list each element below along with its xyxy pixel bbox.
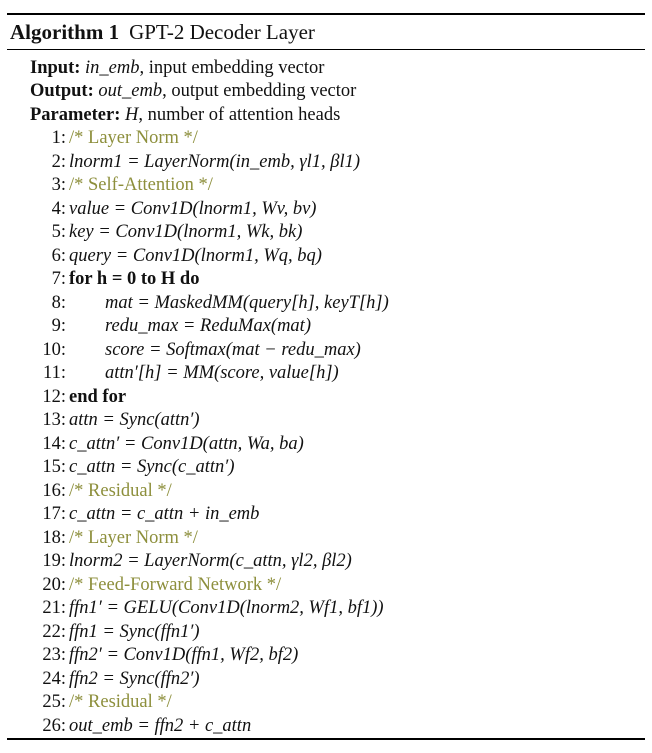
algorithm-line <box>7 127 645 151</box>
line-number: 24: <box>42 668 66 689</box>
algorithm-line <box>7 574 645 598</box>
algorithm-line <box>7 151 645 175</box>
algorithm-box <box>7 13 645 740</box>
line-code: ffn1 = Sync(ffn1′) <box>69 621 200 642</box>
algorithm-line <box>7 644 645 668</box>
algorithm-line <box>7 362 645 386</box>
algorithm-line <box>7 409 645 433</box>
algorithm-line <box>7 174 645 198</box>
line-number: 11: <box>43 363 66 384</box>
line-code: query = Conv1D(lnorm1, Wq, bq) <box>69 245 322 266</box>
algorithm-label: Algorithm 1 <box>10 19 120 44</box>
line-code: out_emb = ffn2 + c_attn <box>69 715 252 736</box>
input-line: Input: in_emb, input embedding vector <box>30 58 325 78</box>
line-code: ffn2 = Sync(ffn2′) <box>69 668 200 689</box>
line-number: 7: <box>51 269 66 290</box>
line-number: 10: <box>42 339 66 360</box>
algorithm-lines <box>7 127 645 738</box>
algorithm-line <box>7 597 645 621</box>
line-code: value = Conv1D(lnorm1, Wv, bv) <box>69 198 317 219</box>
line-number: 20: <box>42 574 66 595</box>
line-code: redu_max = ReduMax(mat) <box>105 316 311 337</box>
algorithm-line <box>7 456 645 480</box>
line-code: end for <box>69 386 127 407</box>
line-code: /* Layer Norm */ <box>69 527 198 548</box>
line-number: 9: <box>51 316 66 337</box>
algorithm-name: GPT-2 Decoder Layer <box>129 19 315 44</box>
line-code: c_attn = Sync(c_attn′) <box>69 457 235 478</box>
algorithm-line <box>7 715 645 739</box>
line-number: 22: <box>42 621 66 642</box>
line-number: 6: <box>51 245 66 266</box>
algorithm-line <box>7 386 645 410</box>
algorithm-line <box>7 315 645 339</box>
line-number: 23: <box>42 645 66 666</box>
line-code: score = Softmax(mat − redu_max) <box>105 339 361 360</box>
line-code: c_attn′ = Conv1D(attn, Wa, ba) <box>69 433 304 454</box>
algorithm-line <box>7 621 645 645</box>
line-number: 12: <box>42 386 66 407</box>
line-code: c_attn = c_attn + in_emb <box>69 504 260 525</box>
algorithm-line <box>7 668 645 692</box>
line-number: 1: <box>51 128 66 149</box>
algorithm-line <box>7 480 645 504</box>
line-number: 18: <box>42 527 66 548</box>
parameter-line: Parameter: H, number of attention heads <box>30 104 341 125</box>
line-code: /* Self-Attention */ <box>69 175 213 196</box>
algorithm-line <box>7 691 645 715</box>
line-number: 16: <box>42 480 66 501</box>
line-number: 14: <box>42 433 66 454</box>
line-number: 19: <box>42 551 66 572</box>
line-code: key = Conv1D(lnorm1, Wk, bk) <box>69 222 303 243</box>
output-line: Output: out_emb, output embedding vector <box>30 81 357 102</box>
line-code: ffn2′ = Conv1D(ffn1, Wf2, bf2) <box>69 645 299 666</box>
algorithm-line <box>7 221 645 245</box>
algorithm-line <box>7 433 645 457</box>
line-number: 3: <box>51 175 66 196</box>
line-code: mat = MaskedMM(query[h], keyT[h]) <box>105 292 389 313</box>
line-code: attn′[h] = MM(score, value[h]) <box>105 363 339 384</box>
algorithm-line <box>7 292 645 316</box>
line-code: /* Residual */ <box>69 692 172 713</box>
line-number: 26: <box>42 715 66 736</box>
line-code: /* Feed-Forward Network */ <box>69 574 282 595</box>
line-code: /* Residual */ <box>69 480 172 501</box>
line-code: /* Layer Norm */ <box>69 128 198 149</box>
algorithm-line <box>7 339 645 363</box>
line-code: lnorm1 = LayerNorm(in_emb, γl1, βl1) <box>69 151 361 172</box>
line-number: 8: <box>51 292 66 313</box>
line-number: 5: <box>51 222 66 243</box>
line-number: 2: <box>51 151 66 172</box>
line-number: 4: <box>51 198 66 219</box>
algorithm-line <box>7 503 645 527</box>
line-code: for h = 0 to H do <box>69 269 200 290</box>
line-number: 17: <box>42 504 66 525</box>
algorithm-line <box>7 198 645 222</box>
line-number: 13: <box>42 410 66 431</box>
algorithm-line <box>7 245 645 269</box>
line-code: ffn1′ = GELU(Conv1D(lnorm2, Wf1, bf1)) <box>69 598 384 619</box>
algorithm-line <box>7 268 645 292</box>
line-code: lnorm2 = LayerNorm(c_attn, γl2, βl2) <box>69 551 352 572</box>
line-number: 21: <box>42 598 66 619</box>
algorithm-title <box>7 15 645 50</box>
algorithm-line <box>7 550 645 574</box>
line-code: attn = Sync(attn′) <box>69 410 200 431</box>
line-number: 15: <box>42 457 66 478</box>
algorithm-line <box>7 527 645 551</box>
line-number: 25: <box>42 692 66 713</box>
